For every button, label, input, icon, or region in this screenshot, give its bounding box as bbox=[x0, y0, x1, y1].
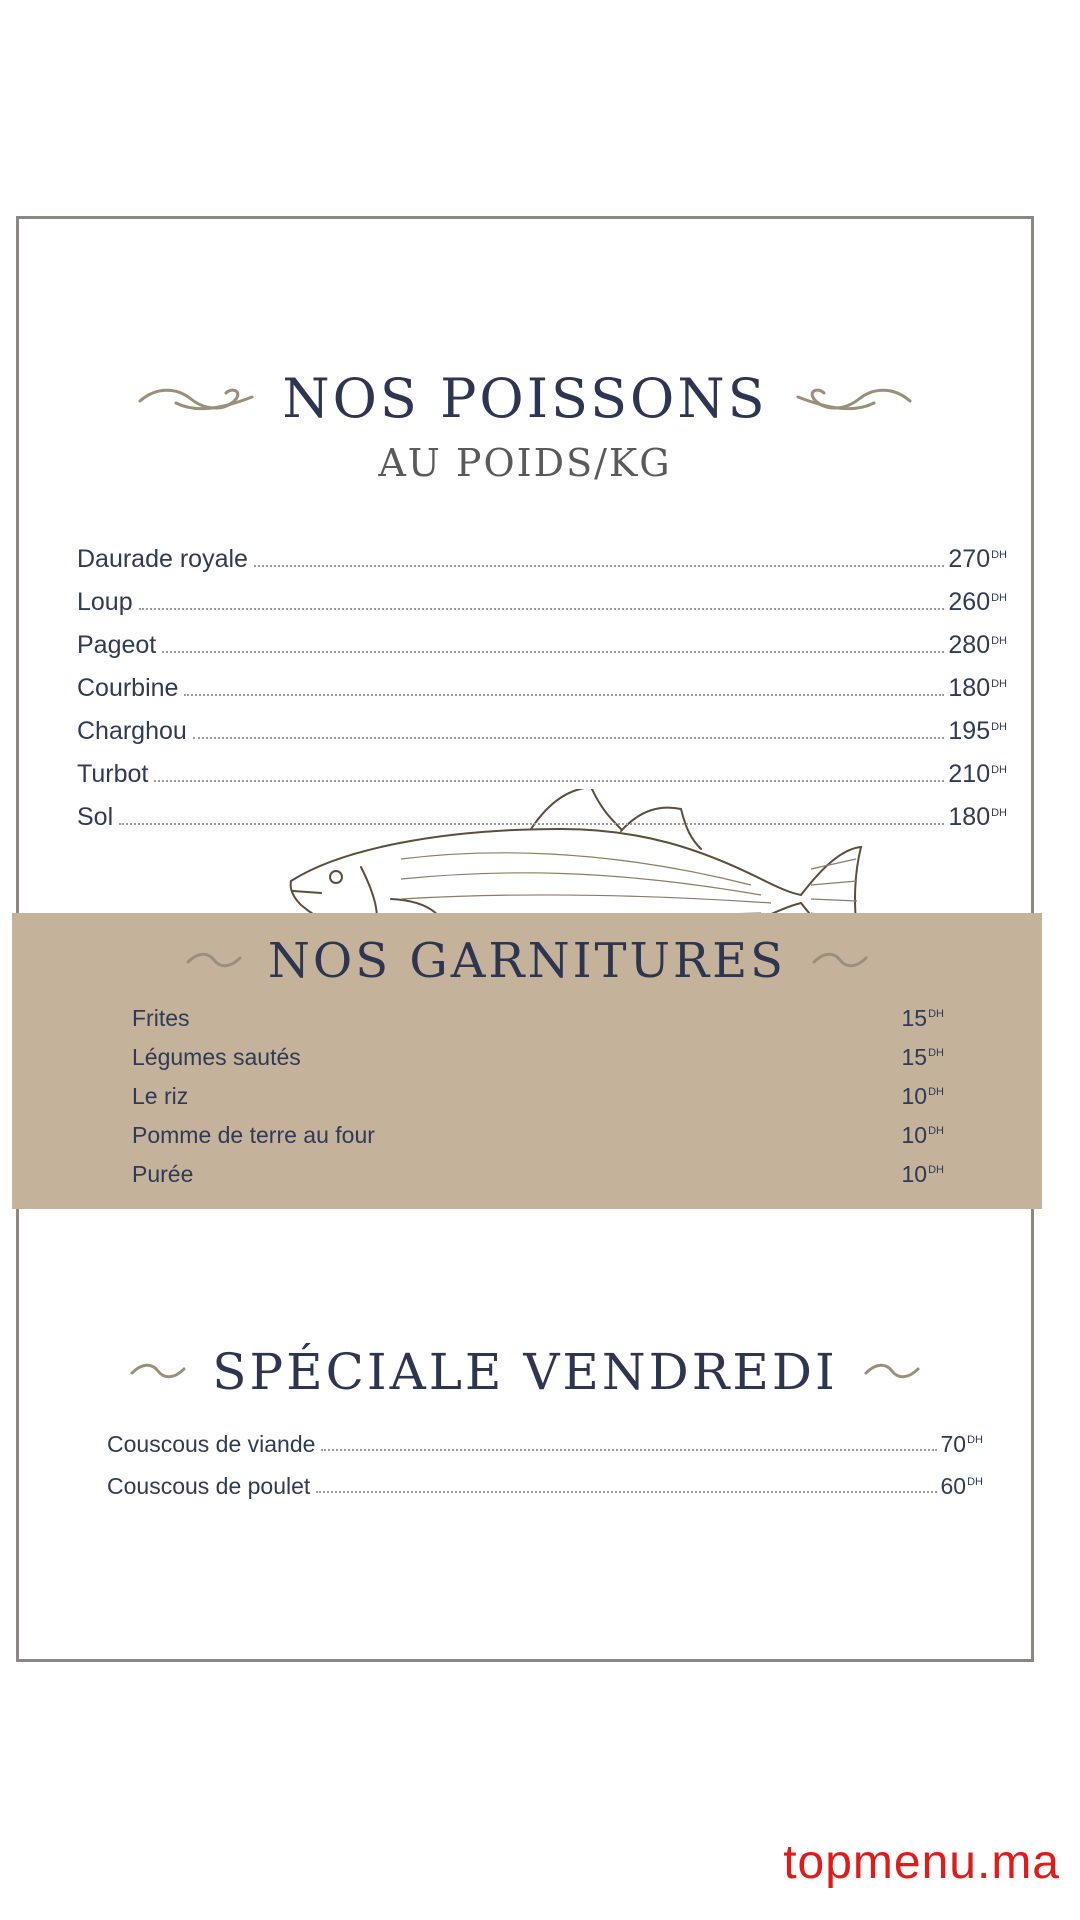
watermark-text: topmenu.ma bbox=[783, 1836, 1060, 1889]
garniture-name: Frites bbox=[132, 1005, 190, 1031]
leader-dots bbox=[139, 607, 945, 610]
poisson-row bbox=[77, 588, 1007, 617]
poisson-price: $195^{DH}$ bbox=[948, 717, 1007, 745]
garniture-name: Pomme de terre au four bbox=[132, 1122, 375, 1148]
poisson-name: Turbot bbox=[77, 760, 149, 788]
leader-dots bbox=[193, 736, 945, 739]
poissons-subtitle: AU POIDS/KG bbox=[378, 441, 672, 485]
leader-dots bbox=[119, 822, 944, 825]
poisson-name: Loup bbox=[77, 588, 133, 616]
swirl-ornament-icon bbox=[812, 941, 868, 981]
poisson-row bbox=[77, 760, 1007, 789]
poisson-price: $260^{DH}$ bbox=[948, 588, 1007, 616]
swirl-ornament-icon bbox=[186, 941, 242, 981]
poisson-name: Daurade royale bbox=[77, 545, 248, 573]
vendredi-price: $70^{DH}$ bbox=[940, 1431, 983, 1457]
vendredi-row bbox=[107, 1473, 983, 1500]
garniture-row bbox=[132, 1005, 944, 1032]
vendredi-name: Couscous de poulet bbox=[107, 1473, 311, 1499]
garniture-row bbox=[132, 1044, 944, 1071]
poisson-price: $280^{DH}$ bbox=[948, 631, 1007, 659]
poissons-title-row bbox=[19, 367, 1031, 430]
vendredi-price: $60^{DH}$ bbox=[940, 1473, 983, 1499]
poisson-row bbox=[77, 803, 1007, 832]
garniture-price: $15^{DH}$ bbox=[901, 1005, 944, 1031]
poisson-row bbox=[77, 674, 1007, 703]
vendredi-title: SPÉCIALE VENDREDI bbox=[212, 1343, 838, 1401]
vendredi-row bbox=[107, 1431, 983, 1458]
leader-dots bbox=[184, 693, 944, 696]
poisson-name: Charghou bbox=[77, 717, 187, 745]
poisson-row bbox=[77, 717, 1007, 746]
swirl-ornament-icon bbox=[794, 379, 914, 419]
poisson-row bbox=[77, 631, 1007, 660]
garniture-name: Légumes sautés bbox=[132, 1044, 301, 1070]
garniture-price: $10^{DH}$ bbox=[901, 1083, 944, 1109]
garniture-row bbox=[132, 1161, 944, 1188]
garniture-price: $10^{DH}$ bbox=[901, 1161, 944, 1187]
poisson-row bbox=[77, 545, 1007, 574]
leader-dots bbox=[321, 1448, 936, 1451]
garniture-price: $10^{DH}$ bbox=[901, 1122, 944, 1148]
garnitures-title-row bbox=[12, 933, 1042, 989]
garniture-name: Purée bbox=[132, 1161, 194, 1187]
poisson-name: Pageot bbox=[77, 631, 157, 659]
poissons-title: NOS POISSONS bbox=[282, 367, 768, 430]
leader-dots bbox=[154, 779, 944, 782]
poisson-name: Sol bbox=[77, 803, 114, 831]
poisson-price: $270^{DH}$ bbox=[948, 545, 1007, 573]
poisson-price: $180^{DH}$ bbox=[948, 803, 1007, 831]
garniture-price: $15^{DH}$ bbox=[901, 1044, 944, 1070]
poisson-name: Courbine bbox=[77, 674, 179, 702]
leader-dots bbox=[254, 564, 944, 567]
swirl-ornament-icon bbox=[864, 1352, 920, 1392]
garniture-name: Le riz bbox=[132, 1083, 189, 1109]
poisson-price: $180^{DH}$ bbox=[948, 674, 1007, 702]
garnitures-band bbox=[12, 913, 1042, 1209]
garnitures-title: NOS GARNITURES bbox=[267, 933, 787, 989]
vendredi-title-row bbox=[19, 1343, 1031, 1401]
swirl-ornament-icon bbox=[136, 379, 256, 419]
swirl-ornament-icon bbox=[130, 1352, 186, 1392]
leader-dots bbox=[162, 650, 944, 653]
poisson-price: $210^{DH}$ bbox=[948, 760, 1007, 788]
garniture-row bbox=[132, 1083, 944, 1110]
leader-dots bbox=[316, 1490, 936, 1493]
vendredi-name: Couscous de viande bbox=[107, 1431, 316, 1457]
garniture-row bbox=[132, 1122, 944, 1149]
